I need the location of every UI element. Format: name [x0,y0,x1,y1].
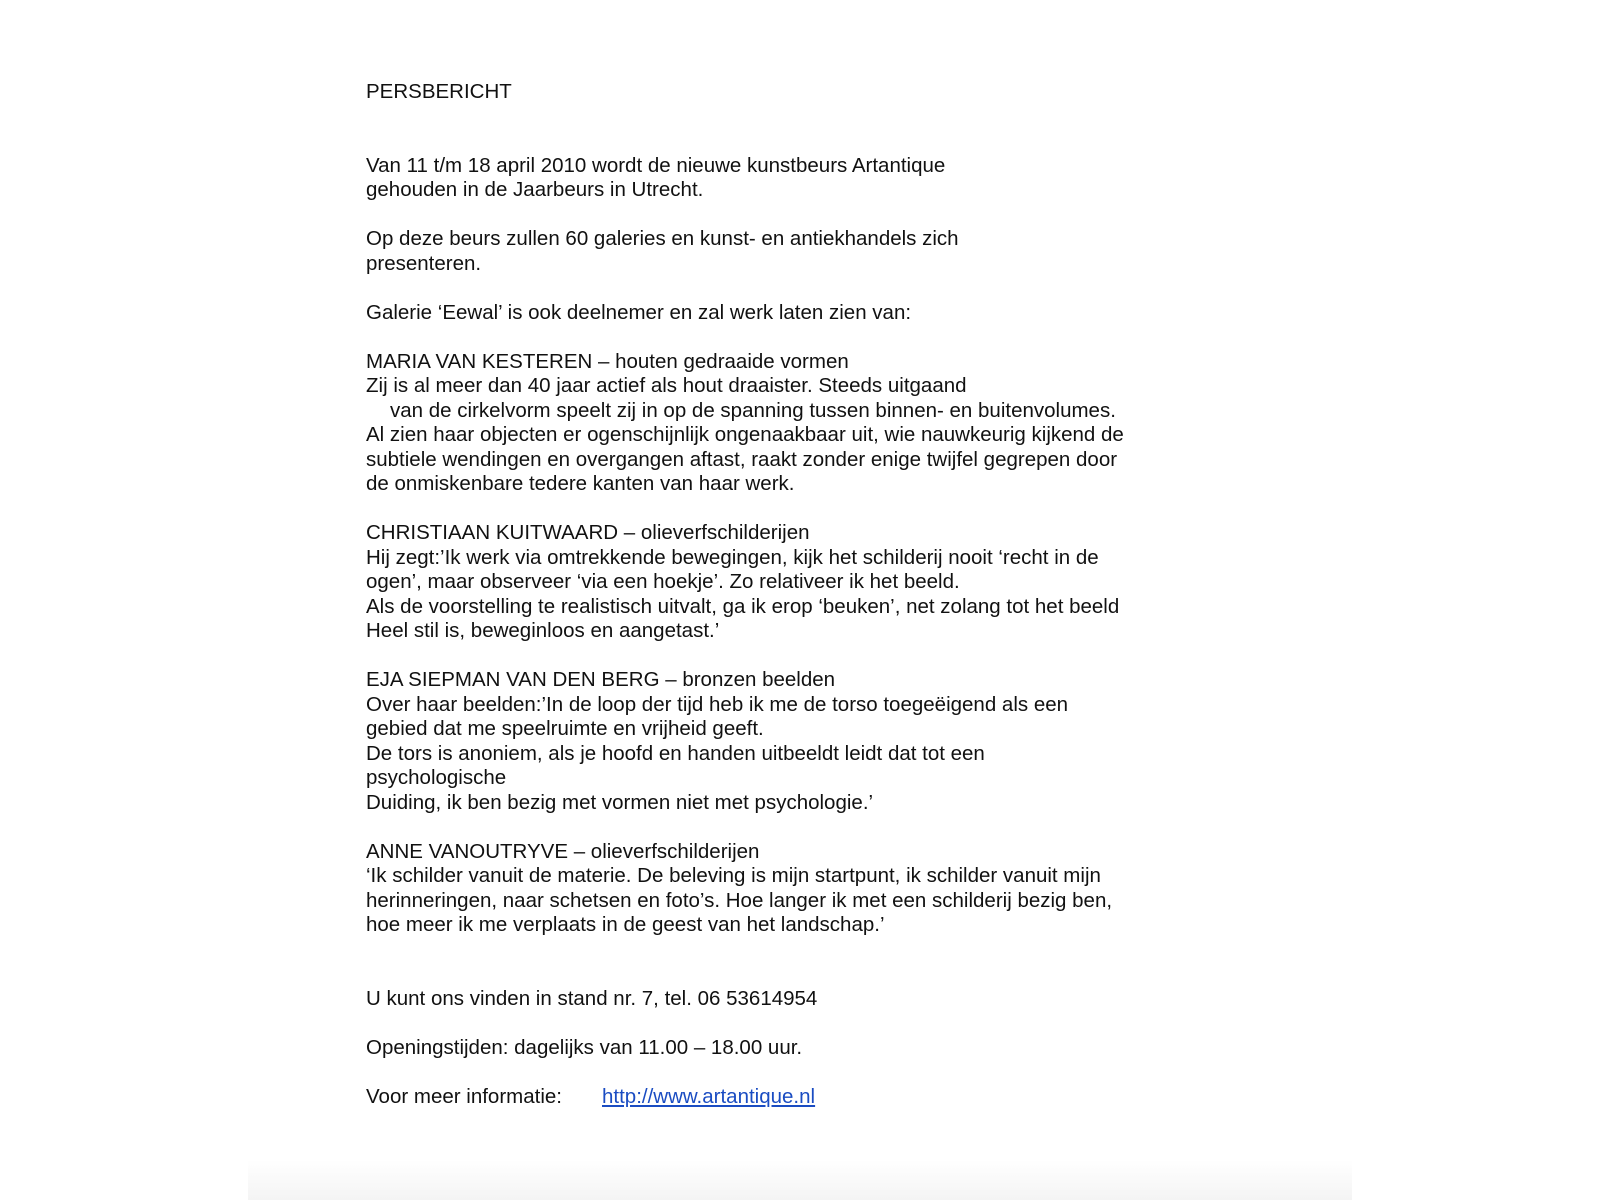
artist-section-christiaan-kuitwaard [366,521,1186,644]
press-release-document [366,80,1186,1109]
artist-text-line: De tors is anoniem, als je hoofd en handen uitbeeldt leidt dat tot een [366,741,985,765]
opening-hours-line: Openingstijden: dagelijks van 11.00 – 18.00 uur. [366,1035,803,1059]
artist-text-line: Zij is al meer dan 40 jaar actief als hout draaister. Steeds uitgaand [366,374,967,397]
artist-text-line: ogen’, maar observeer ‘via een hoekje’. Zo relativeer ik het beeld. [366,570,960,593]
intro-paragraph [366,154,1186,203]
artist-text-line: Al zien haar objecten er ogenschijnlijk ongenaakbaar uit, wie nauwkeurig kijkend de [366,423,1124,446]
participant-line: Galerie ‘Eewal’ is ook deelnemer en zal werk laten zien van: [366,300,912,324]
artist-text-line: Als de voorstelling te realistisch uitvalt, ga ik erop ‘beuken’, net zolang tot het beeld [366,594,1120,618]
document-title: PERSBERICHT [366,80,512,103]
galleries-line: presenteren. [366,251,482,275]
artist-text-line: herinneringen, naar schetsen en foto’s. Hoe langer ik met een schilderij bezig ben, [366,888,1113,912]
artist-text-line: Hij zegt:’Ik werk via omtrekkende bewegingen, kijk het schilderij nooit ‘recht in de [366,545,1099,569]
intro-line: Van 11 t/m 18 april 2010 wordt de nieuwe kunstbeurs Artantique [366,153,946,177]
artist-heading: EJA SIEPMAN VAN DEN BERG – bronzen beelden [366,668,836,691]
artist-section-maria-van-kesteren [366,350,1186,497]
galleries-line: Op deze beurs zullen 60 galeries en kunst- en antiekhandels zich [366,227,959,250]
participant-paragraph [366,301,1186,326]
page-bottom-edge [248,1160,1352,1200]
opening-hours-paragraph [366,1036,1186,1061]
artist-text-line: Heel stil is, beweginloos en aangetast.’ [366,619,720,642]
artist-text-line: ‘Ik schilder vanuit de materie. De beleving is mijn startpunt, ik schilder vanuit mijn [366,864,1101,887]
artist-heading: MARIA VAN KESTEREN – houten gedraaide vormen [366,349,849,373]
artist-text-line: hoe meer ik me verplaats in de geest van het landschap.’ [366,913,885,936]
artist-text-line: van de cirkelvorm speelt zij in op de spanning tussen binnen- en buitenvolumes. [390,398,1116,422]
artist-text-line: gebied dat me speelruimte en vrijheid geeft. [366,717,764,740]
artist-section-eja-siepman-van-den-berg [366,668,1186,815]
artist-text-line: Over haar beelden:’In de loop der tijd heb ik me de torso toegeëigend als een [366,692,1069,716]
website-link[interactable]: http://www.artantique.nl [602,1084,816,1108]
stand-line: U kunt ons vinden in stand nr. 7, tel. 06 53614954 [366,986,818,1010]
artist-heading: ANNE VANOUTRYVE – olieverfschilderijen [366,839,760,863]
intro-line: gehouden in de Jaarbeurs in Utrecht. [366,178,704,201]
artist-text-line: Duiding, ik ben bezig met vormen niet met psychologie.’ [366,790,874,814]
artist-heading: CHRISTIAAN KUITWAARD – olieverfschilderijen [366,521,810,544]
artist-text-line: psychologische [366,766,507,789]
galleries-paragraph [366,227,1186,276]
artist-text-line: de onmiskenbare tedere kanten van haar werk. [366,472,795,495]
artist-text-line: subtiele wendingen en overgangen aftast, raakt zonder enige twijfel gegrepen door [366,447,1118,471]
artist-section-anne-vanoutryve [366,840,1186,938]
stand-paragraph [366,987,1186,1012]
more-info-label: Voor meer informatie: [366,1084,562,1108]
more-info-line [366,1085,1186,1110]
